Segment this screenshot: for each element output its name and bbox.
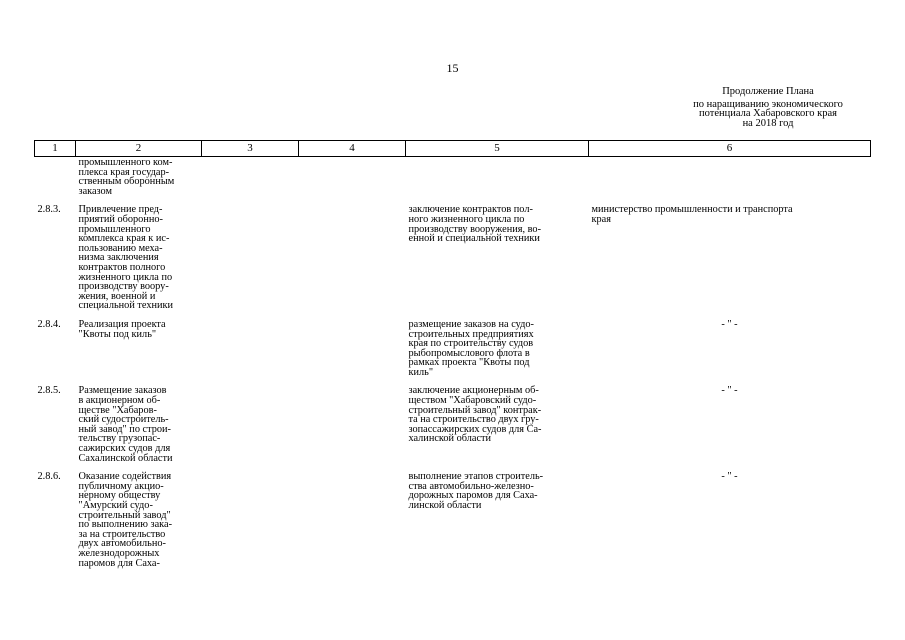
cell-line: линской области — [408, 500, 482, 511]
responsible-cell — [589, 205, 871, 320]
item-number: 2.8.6. — [37, 471, 61, 483]
cell-line: Размещение заказов — [78, 385, 167, 397]
cell-line: ский судостроитель- — [78, 414, 169, 426]
measure-cell — [76, 157, 202, 206]
cell-line: - " - — [721, 471, 738, 483]
result-cell — [406, 472, 589, 577]
column-4-cell — [299, 205, 406, 320]
plan-table — [34, 140, 871, 577]
cell-line: ственным оборонным — [78, 176, 175, 188]
cell-line: Привлечение пред- — [78, 204, 163, 216]
cell-line: промышленного ком- — [78, 157, 173, 168]
column-header-4: 4 — [299, 141, 406, 157]
cell-line: Сахалинской области — [78, 452, 173, 464]
cell-line: плекса края государ- — [78, 166, 170, 178]
cell-line: заказом — [78, 185, 113, 197]
table-row — [35, 157, 871, 206]
measure-cell — [76, 386, 202, 472]
cell-line: ного жизненного цикла по — [408, 213, 525, 225]
table-row — [35, 386, 871, 472]
column-3-cell — [202, 472, 299, 577]
measure-cell — [76, 205, 202, 320]
responsible-cell — [589, 157, 871, 206]
column-number-row — [35, 141, 871, 157]
cell-line: рамках проекта "Квоты под — [408, 357, 530, 369]
cell-line: паромов для Саха- — [78, 557, 160, 569]
cell-line: производству вооружения, во- — [408, 223, 542, 235]
heading-line-1: Продолжение Плана — [722, 86, 814, 97]
column-4-cell — [299, 472, 406, 577]
item-number: 2.8.5. — [37, 385, 61, 397]
result-cell — [406, 157, 589, 206]
cell-line: строительный завод" — [78, 509, 171, 521]
cell-line: "Амурский судо- — [78, 500, 153, 511]
responsible-cell — [589, 386, 871, 472]
cell-line: ществом "Хабаровский судо- — [408, 395, 537, 407]
cell-line: специальной техники — [78, 300, 174, 312]
column-4-cell — [299, 157, 406, 206]
cell-line: железнодорожных — [78, 547, 160, 559]
cell-line: края по строительству судов — [408, 338, 534, 350]
heading-line-4: на 2018 год — [742, 117, 794, 129]
responsible-cell — [589, 472, 871, 577]
result-cell — [406, 320, 589, 387]
cell-line: приятий оборонно- — [78, 213, 163, 225]
cell-line: Оказание содействия — [78, 471, 172, 483]
cell-line: енной и специальной техники — [408, 233, 540, 245]
cell-line: халинской области — [408, 433, 492, 445]
cell-line: за на строительство — [78, 528, 166, 540]
item-number: 2.8.3. — [37, 204, 61, 216]
cell-line: ства автомобильно-железно- — [408, 480, 534, 492]
heading-line-2: по наращиванию экономического — [693, 98, 843, 110]
table-row — [35, 320, 871, 387]
cell-line: публичному акцио- — [78, 480, 164, 492]
cell-line: та на строительство двух гру- — [408, 414, 539, 426]
cell-line: промышленного — [78, 223, 151, 235]
column-3-cell — [202, 205, 299, 320]
plan-table-body — [35, 157, 871, 578]
cell-line: дорожных паромов для Саха- — [408, 490, 538, 502]
column-3-cell — [202, 157, 299, 206]
result-cell — [406, 386, 589, 472]
cell-line: заключение акционерным об- — [408, 385, 539, 397]
column-header-6: 6 — [589, 141, 871, 157]
cell-line: министерство промышленности и транспорта — [591, 204, 793, 216]
column-header-2: 2 — [76, 141, 202, 157]
cell-line: пользованию меха- — [78, 242, 163, 254]
cell-line: в акционерном об- — [78, 395, 161, 407]
cell-line: жения, военной и — [78, 290, 156, 302]
cell-line: ществе "Хабаров- — [78, 404, 157, 416]
column-4-cell — [299, 320, 406, 387]
cell-line: заключение контрактов пол- — [408, 204, 533, 216]
measure-cell — [76, 472, 202, 577]
cell-line: низма заключения — [78, 252, 159, 264]
table-row — [35, 205, 871, 320]
column-3-cell — [202, 386, 299, 472]
column-header-3: 3 — [202, 141, 299, 157]
plan-heading — [660, 87, 876, 128]
page-number: 15 — [446, 61, 459, 75]
measure-cell — [76, 320, 202, 387]
heading-line-3: потенциала Хабаровского края — [699, 108, 837, 120]
cell-line: выполнение этапов строитель- — [408, 471, 544, 483]
table-row — [35, 472, 871, 577]
responsible-cell — [589, 320, 871, 387]
cell-line: по выполнению зака- — [78, 519, 173, 531]
cell-line: строительных предприятиях — [408, 328, 534, 340]
item-number — [35, 157, 76, 206]
result-cell — [406, 205, 589, 320]
cell-line: сажирских судов для — [78, 443, 171, 455]
cell-line: Реализация проекта — [78, 318, 166, 330]
item-number: 2.8.4. — [37, 318, 61, 330]
cell-line: края — [591, 213, 611, 225]
cell-line: рыбопромыслового флота в — [408, 347, 530, 359]
column-4-cell — [299, 386, 406, 472]
cell-line: ный завод" по строи- — [78, 423, 171, 435]
cell-line: комплекса края к ис- — [78, 233, 170, 245]
cell-line: нерному обществу — [78, 490, 161, 502]
cell-line: - " - — [721, 318, 738, 330]
cell-line: киль" — [408, 366, 434, 378]
cell-line: размещение заказов на судо- — [408, 318, 534, 330]
cell-line: "Квоты под киль" — [78, 328, 157, 340]
cell-line: - " - — [721, 385, 738, 397]
cell-line: жизненного цикла по — [78, 271, 173, 283]
cell-line: строительный завод" контрак- — [408, 404, 542, 416]
cell-line: производству воору- — [78, 281, 169, 293]
column-header-5: 5 — [406, 141, 589, 157]
cell-line: контрактов полного — [78, 261, 166, 273]
cell-line: двух автомобильно- — [78, 538, 166, 550]
cell-line: тельству грузопас- — [78, 433, 161, 445]
column-3-cell — [202, 320, 299, 387]
column-header-1: 1 — [35, 141, 76, 157]
cell-line: зопассажирских судов для Са- — [408, 423, 542, 435]
